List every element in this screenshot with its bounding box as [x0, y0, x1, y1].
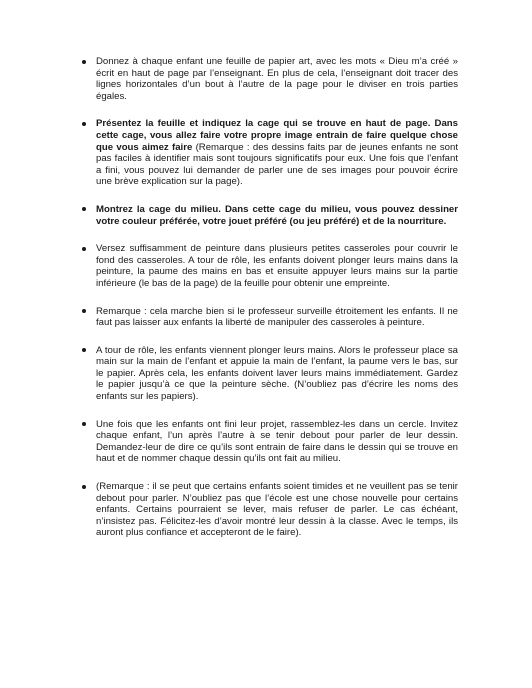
item-bold-text: Présentez la feuille et indiquez la cage qui se trouve en haut de page. Dans cette cage, vous allez faire votre propre image entrain de faire quelque chose que vous aimez faire — [96, 118, 458, 153]
item-text: (Remarque : il se peut que certains enfants soient timides et ne veuillent pas se tenir debout pour parler. N’oubliez pas que l’école est une chose nouvelle pour certains enfants. Certains pourraient se lever, mais refuser de parler. Le cas échéant, n’insistez pas. Félicitez-les d’avoir montré leur dessin à la classe. Avec le temps, ils auront plus confiance et accepteront de le faire). — [96, 481, 458, 539]
bullet-icon — [82, 122, 86, 126]
list-item — [82, 204, 458, 227]
list-item — [82, 243, 458, 289]
list-item — [82, 118, 458, 188]
item-text: Une fois que les enfants ont fini leur projet, rassemblez-les dans un cercle. Invitez chaque enfant, l’un après l’autre à se tenir debout pour parler de leur dessin. Demandez-leur de dire ce qu’ils sont entrain de faire dans le dessin qui se trouve en haut et de nommer chaque dessin qu’ils ont fait au milieu. — [96, 418, 458, 465]
item-text: Donnez à chaque enfant une feuille de papier art, avec les mots « Dieu m’a créé » écrit en haut de page par l’enseignant. En plus de cela, l’enseignant doit tracer des lignes horizontales d’un bout à l’autre de la page pour le diviser en trois parties égales. — [96, 56, 458, 102]
item-text: (Remarque : des dessins faits par de jeunes enfants ne sont pas faciles à identifier mais sont toujours significatifs pour eux. Une fois que l’enfant a fini, vous pouvez lui demander de parler une de ses images pour pouvoir écrire une brève explication sur la page). — [96, 141, 458, 188]
item-text: A tour de rôle, les enfants viennent plonger leurs mains. Alors le professeur place sa main sur la main de l’enfant et appuie la main de l’enfant, la paume vers le bas, sur le papier. Après cela, les enfants doivent laver leurs mains immédiatement. Gardez le papier jusqu’à ce que la peinture sèche. (N’oubliez pas d’écrire les noms des enfants sur les papiers). — [96, 344, 458, 403]
list-item — [82, 419, 458, 465]
list-item — [82, 306, 458, 329]
instruction-list — [82, 56, 458, 555]
item-text: Remarque : cela marche bien si le professeur surveille étroitement les enfants. Il ne faut pas laisser aux enfants la liberté de manipuler des casseroles à peinture. — [96, 305, 458, 329]
list-item — [82, 345, 458, 403]
bullet-icon — [82, 247, 86, 251]
bullet-icon — [82, 207, 86, 211]
bullet-icon — [82, 60, 86, 64]
bullet-icon — [82, 422, 86, 426]
item-bold-text: Montrez la cage du milieu. Dans cette cage du milieu, vous pouvez dessiner votre couleur préférée, votre jouet préféré (ou jeu préféré) et de la nourriture. — [96, 203, 458, 227]
list-item — [82, 481, 458, 539]
bullet-icon — [82, 309, 86, 313]
bullet-icon — [82, 485, 86, 489]
item-text: Versez suffisamment de peinture dans plusieurs petites casseroles pour couvrir le fond des casseroles. A tour de rôle, les enfants doivent plonger leurs mains dans la peinture, la paume des mains en bas et ensuite appuyer leurs mains sur la partie inférieure (le bas de la page) de la feuille pour obtenir une empreinte. — [96, 243, 458, 289]
list-item — [82, 56, 458, 102]
bullet-icon — [82, 348, 86, 352]
